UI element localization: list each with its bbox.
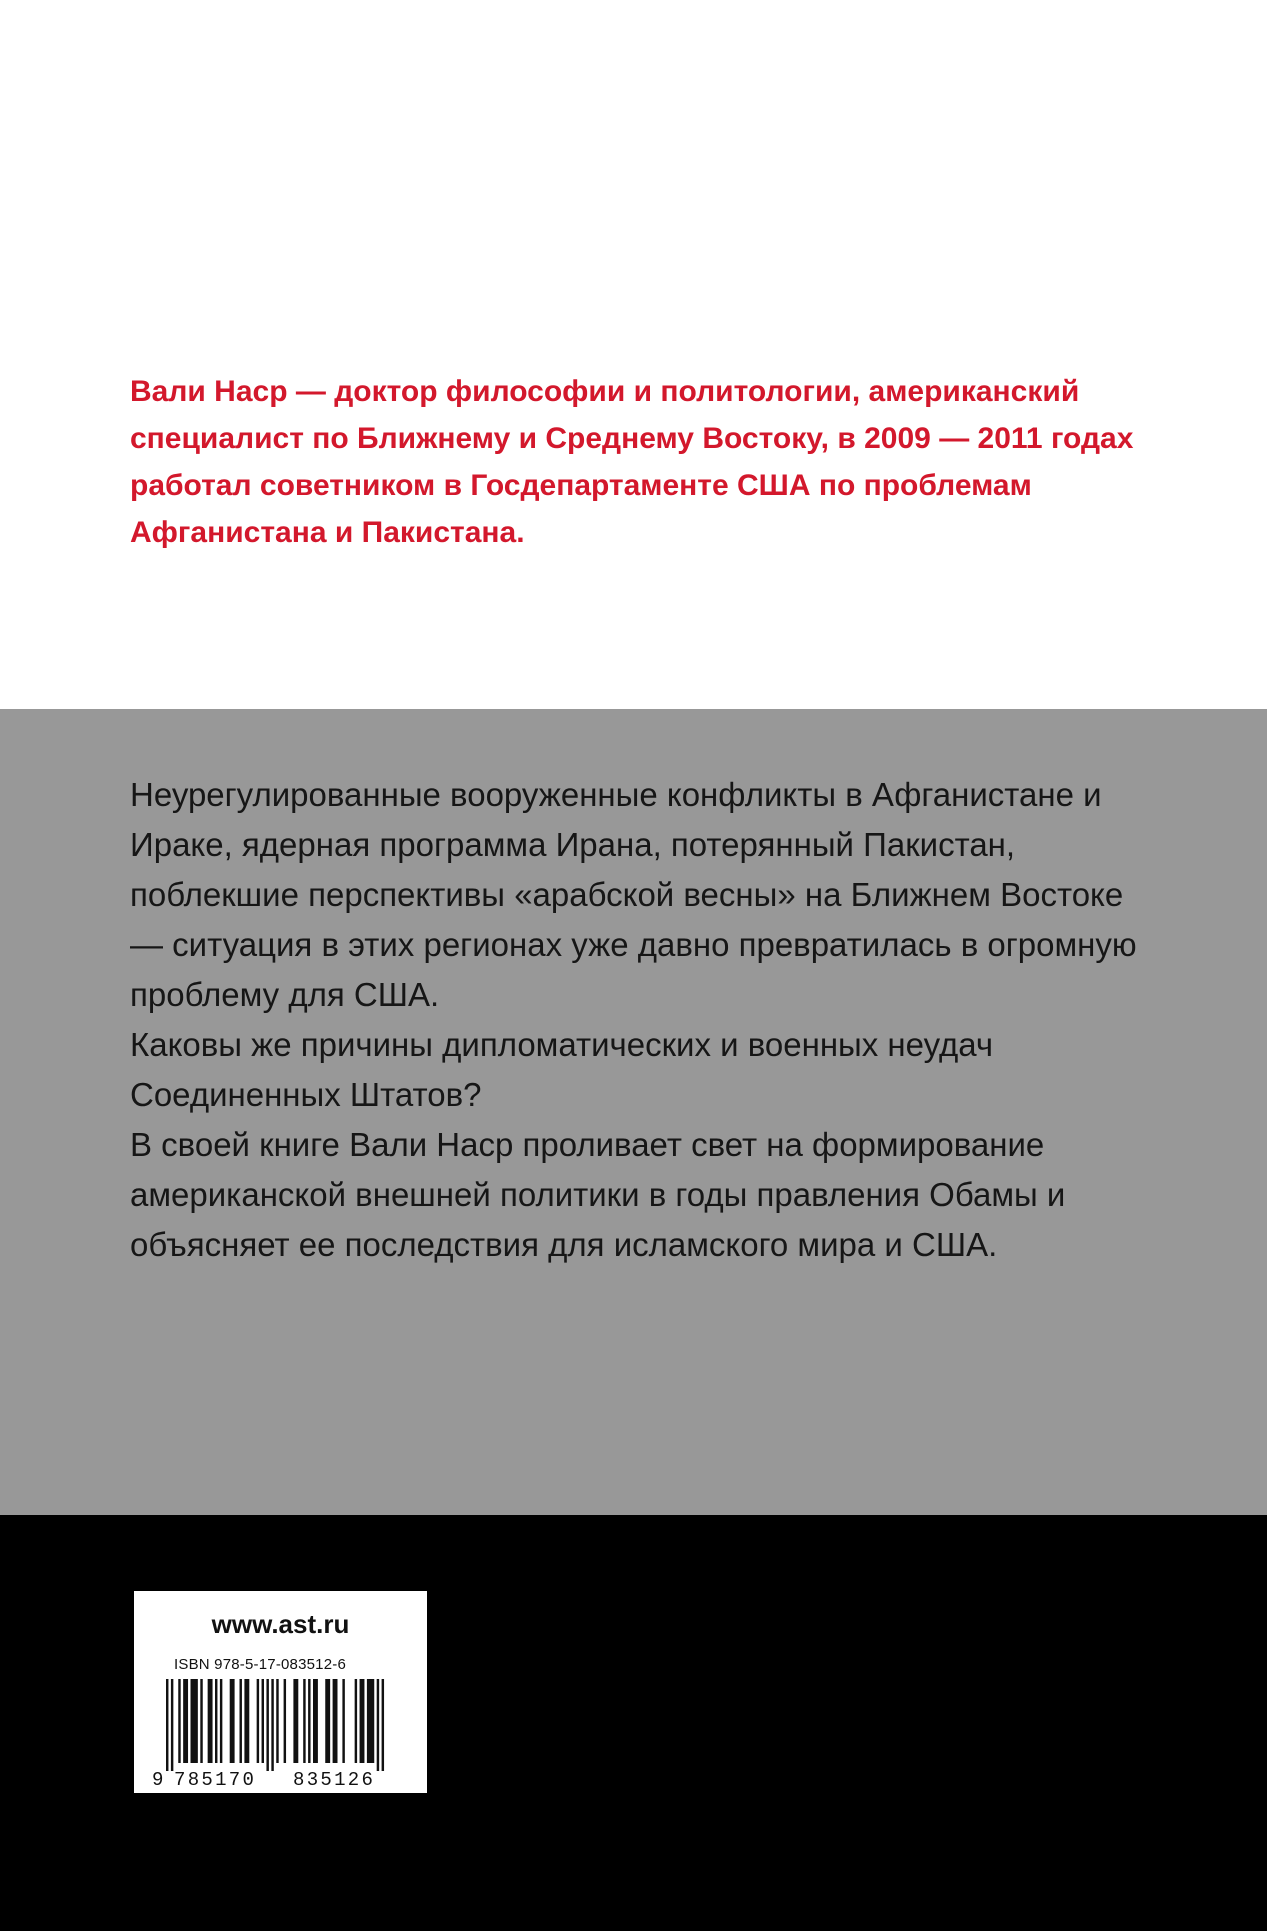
barcode-bar xyxy=(333,1679,338,1763)
barcode-bar xyxy=(382,1679,384,1771)
author-bio: Вали Наср — доктор философии и политологии, американский специалист по Ближнему и Среднему Востоку, в 2009 — 2011 годах работал советником в Госдепартаменте США по проблемам Афганистана и Пакистана. xyxy=(130,375,1134,549)
barcode-bar xyxy=(244,1679,249,1763)
barcode-bar xyxy=(215,1679,217,1763)
barcode-bar xyxy=(308,1679,310,1763)
barcode-bar xyxy=(183,1679,188,1763)
barcode-bar xyxy=(171,1679,173,1771)
barcode-bar xyxy=(178,1679,180,1763)
barcode-bar xyxy=(191,1679,198,1763)
barcode-bar xyxy=(325,1679,330,1763)
book-blurb xyxy=(130,770,1150,1270)
barcode-bar xyxy=(342,1679,344,1763)
barcode-bar xyxy=(313,1679,318,1763)
publisher-website: www.ast.ru xyxy=(211,1609,350,1639)
barcode-lead-digit: 9 xyxy=(152,1769,164,1789)
barcode-bar xyxy=(377,1679,379,1771)
barcode-bar xyxy=(293,1679,298,1763)
barcode-box xyxy=(134,1591,427,1793)
blurb-paragraph-3: В своей книге Вали Наср проливает свет на формирование американской внешней политики в годы правления Обамы и объясняет ее последствия для исламского мира и США. xyxy=(130,1126,1066,1263)
barcode-bar xyxy=(208,1679,213,1763)
barcode-bar xyxy=(200,1679,202,1763)
barcode-bar xyxy=(266,1679,268,1771)
barcode-left-digits: 785170 xyxy=(174,1769,257,1789)
isbn-label: ISBN 978-5-17-083512-6 xyxy=(174,1656,347,1673)
barcode-bar xyxy=(230,1679,235,1763)
barcode-bar xyxy=(276,1679,278,1763)
barcode-bar xyxy=(262,1679,264,1763)
barcode-bar xyxy=(257,1679,259,1763)
white-band xyxy=(0,0,1267,709)
barcode-bar xyxy=(271,1679,273,1771)
blurb-paragraph-1: Неурегулированные вооруженные конфликты в Афганистане и Ираке, ядерная программа Ирана, потерянный Пакистан, поблекшие перспективы «арабской весны» на Ближнем Востоке — ситуация в этих регионах уже давно превратилась в огромную проблему для США. xyxy=(130,776,1137,1013)
barcode-icon xyxy=(152,1679,410,1789)
barcode-bar xyxy=(284,1679,286,1763)
barcode-bar xyxy=(360,1679,365,1763)
barcode-right-digits: 835126 xyxy=(293,1769,376,1789)
blurb-paragraph-2: Каковы же причины дипломатических и военных неудач Соединенных Штатов? xyxy=(130,1026,994,1113)
barcode-bar xyxy=(220,1679,222,1763)
barcode-bar xyxy=(240,1679,242,1763)
barcode-bar xyxy=(303,1679,305,1763)
barcode-bar xyxy=(166,1679,168,1771)
barcode-bar xyxy=(355,1679,357,1763)
barcode-bar xyxy=(367,1679,374,1763)
